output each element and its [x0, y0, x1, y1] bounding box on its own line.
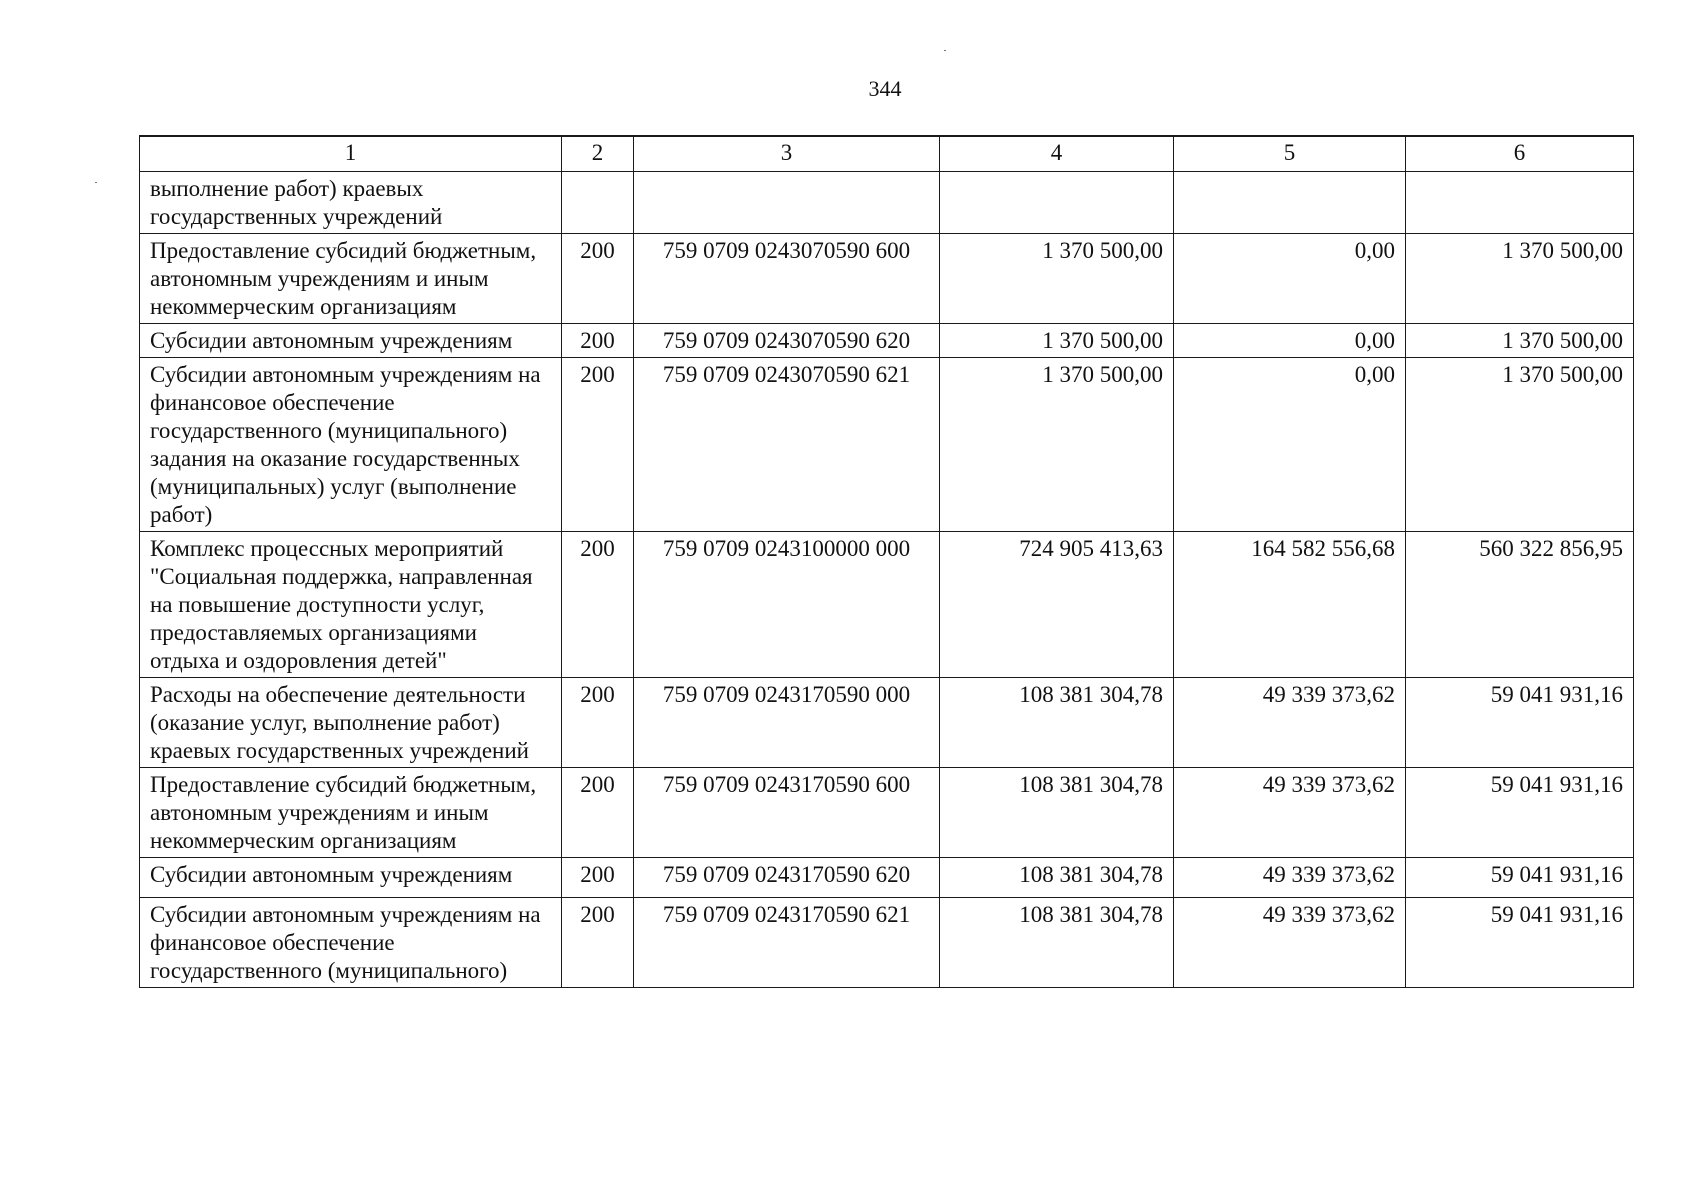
row-amount-col5	[1174, 172, 1406, 234]
table-row	[140, 678, 1634, 768]
row-amount-col4: 1 370 500,00	[940, 234, 1174, 324]
row-classification-code: 759 0709 0243070590 621	[634, 358, 940, 532]
row-amount-col4: 108 381 304,78	[940, 678, 1174, 768]
row-amount-col6: 59 041 931,16	[1406, 678, 1634, 768]
row-amount-col6: 59 041 931,16	[1406, 858, 1634, 898]
row-code: 200	[562, 234, 634, 324]
column-header: 5	[1174, 136, 1406, 172]
row-classification-code: 759 0709 0243070590 600	[634, 234, 940, 324]
row-amount-col5: 0,00	[1174, 324, 1406, 358]
table-row	[140, 768, 1634, 858]
row-amount-col5: 49 339 373,62	[1174, 678, 1406, 768]
row-code: 200	[562, 532, 634, 678]
scan-speck	[95, 182, 97, 183]
row-classification-code	[634, 172, 940, 234]
row-name: Комплекс процессных мероприятий "Социальная поддержка, направленная на повышение доступности услуг, предоставляемых организациями отдыха и оздоровления детей"	[140, 532, 562, 678]
row-name: выполнение работ) краевых государственных учреждений	[140, 172, 562, 234]
row-amount-col6: 1 370 500,00	[1406, 234, 1634, 324]
row-name: Субсидии автономным учреждениям на финансовое обеспечение государственного (муниципального)	[140, 898, 562, 988]
scan-speck	[944, 50, 946, 51]
table-row	[140, 858, 1634, 898]
row-amount-col6: 1 370 500,00	[1406, 324, 1634, 358]
table-row	[140, 324, 1634, 358]
row-amount-col6: 560 322 856,95	[1406, 532, 1634, 678]
row-amount-col6	[1406, 172, 1634, 234]
row-amount-col4: 1 370 500,00	[940, 324, 1174, 358]
table-row	[140, 172, 1634, 234]
row-classification-code: 759 0709 0243070590 620	[634, 324, 940, 358]
row-classification-code: 759 0709 0243170590 600	[634, 768, 940, 858]
column-header: 3	[634, 136, 940, 172]
row-code: 200	[562, 858, 634, 898]
row-amount-col5: 49 339 373,62	[1174, 768, 1406, 858]
row-code	[562, 172, 634, 234]
table-row	[140, 234, 1634, 324]
row-amount-col4: 1 370 500,00	[940, 358, 1174, 532]
row-amount-col5: 0,00	[1174, 234, 1406, 324]
column-header: 6	[1406, 136, 1634, 172]
row-amount-col4: 724 905 413,63	[940, 532, 1174, 678]
row-name: Расходы на обеспечение деятельности (оказание услуг, выполнение работ) краевых государственных учреждений	[140, 678, 562, 768]
row-code: 200	[562, 324, 634, 358]
row-code: 200	[562, 678, 634, 768]
row-classification-code: 759 0709 0243100000 000	[634, 532, 940, 678]
row-amount-col4	[940, 172, 1174, 234]
row-code: 200	[562, 358, 634, 532]
row-amount-col6: 59 041 931,16	[1406, 898, 1634, 988]
row-amount-col4: 108 381 304,78	[940, 898, 1174, 988]
row-name: Субсидии автономным учреждениям на финансовое обеспечение государственного (муниципального) задания на оказание государственных (муниципальных) услуг (выполнение работ)	[140, 358, 562, 532]
row-amount-col5: 164 582 556,68	[1174, 532, 1406, 678]
budget-table	[139, 135, 1634, 988]
row-name: Субсидии автономным учреждениям	[140, 324, 562, 358]
column-header: 4	[940, 136, 1174, 172]
row-code: 200	[562, 898, 634, 988]
row-amount-col5: 49 339 373,62	[1174, 858, 1406, 898]
page-number: 344	[868, 76, 902, 101]
row-classification-code: 759 0709 0243170590 621	[634, 898, 940, 988]
row-name: Субсидии автономным учреждениям	[140, 858, 562, 898]
table-row	[140, 898, 1634, 988]
row-amount-col4: 108 381 304,78	[940, 858, 1174, 898]
row-amount-col6: 1 370 500,00	[1406, 358, 1634, 532]
row-classification-code: 759 0709 0243170590 620	[634, 858, 940, 898]
row-amount-col4: 108 381 304,78	[940, 768, 1174, 858]
row-code: 200	[562, 768, 634, 858]
row-name: Предоставление субсидий бюджетным, автономным учреждениям и иным некоммерческим организациям	[140, 768, 562, 858]
row-classification-code: 759 0709 0243170590 000	[634, 678, 940, 768]
row-amount-col6: 59 041 931,16	[1406, 768, 1634, 858]
row-amount-col5: 49 339 373,62	[1174, 898, 1406, 988]
table-row	[140, 532, 1634, 678]
table-header-row	[140, 136, 1634, 172]
table-row	[140, 358, 1634, 532]
row-name: Предоставление субсидий бюджетным, автономным учреждениям и иным некоммерческим организациям	[140, 234, 562, 324]
row-amount-col5: 0,00	[1174, 358, 1406, 532]
column-header: 1	[140, 136, 562, 172]
column-header: 2	[562, 136, 634, 172]
